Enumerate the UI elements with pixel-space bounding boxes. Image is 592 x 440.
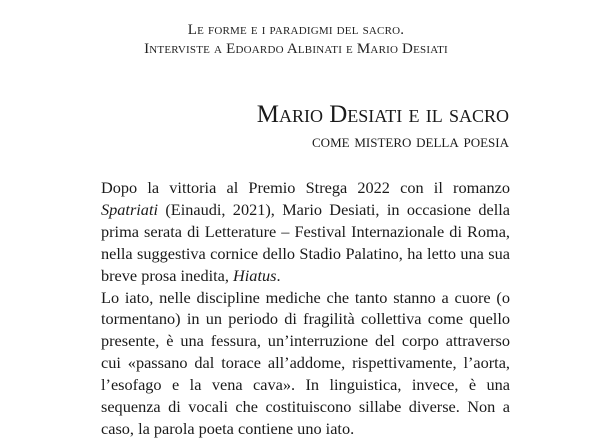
paragraph-1-text-b: (Einaudi, 2021), Mario Desiati, in occasione della prima serata di Letterature – Festival Internazionale di Roma, nella suggestiva cornice dello Stadio Palatino, ha letto una sua breve prosa inedita, — [101, 199, 510, 285]
paragraph-1-text-a: Dopo la vittoria al Premio Strega 2022 con il romanzo — [101, 178, 510, 197]
running-header-line-1: Le forme e i paradigmi del sacro. — [187, 22, 405, 38]
paragraph-2: Lo iato, nelle discipline mediche che tanto stanno a cuore (o tormentano) in un periodo di fragilità collettiva come quello presente, è una fessura, un’interruzione del corpo attraverso cui «passano dal torace all’addome, rispettivamente, l’aorta, l’esofago e la vena cava». In linguistica, invece, è una sequenza di vocali che costituiscono sillabe diverse. Non a caso, la parola poeta contiene uno iato. — [101, 287, 510, 438]
book-title-spatriati: Spatriati — [101, 199, 158, 219]
body-text — [101, 177, 510, 440]
paragraph-1 — [101, 177, 510, 287]
prose-title-hiatus: Hiatus — [233, 265, 277, 285]
chapter-title-line-2: come mistero della poesia — [312, 131, 509, 152]
paragraph-1-text-c: . — [276, 265, 281, 285]
chapter-title-line-1: Mario Desiati e il sacro — [256, 101, 509, 128]
running-header-line-2: Interviste a Edoardo Albinati e Mario Desiati — [144, 41, 448, 57]
